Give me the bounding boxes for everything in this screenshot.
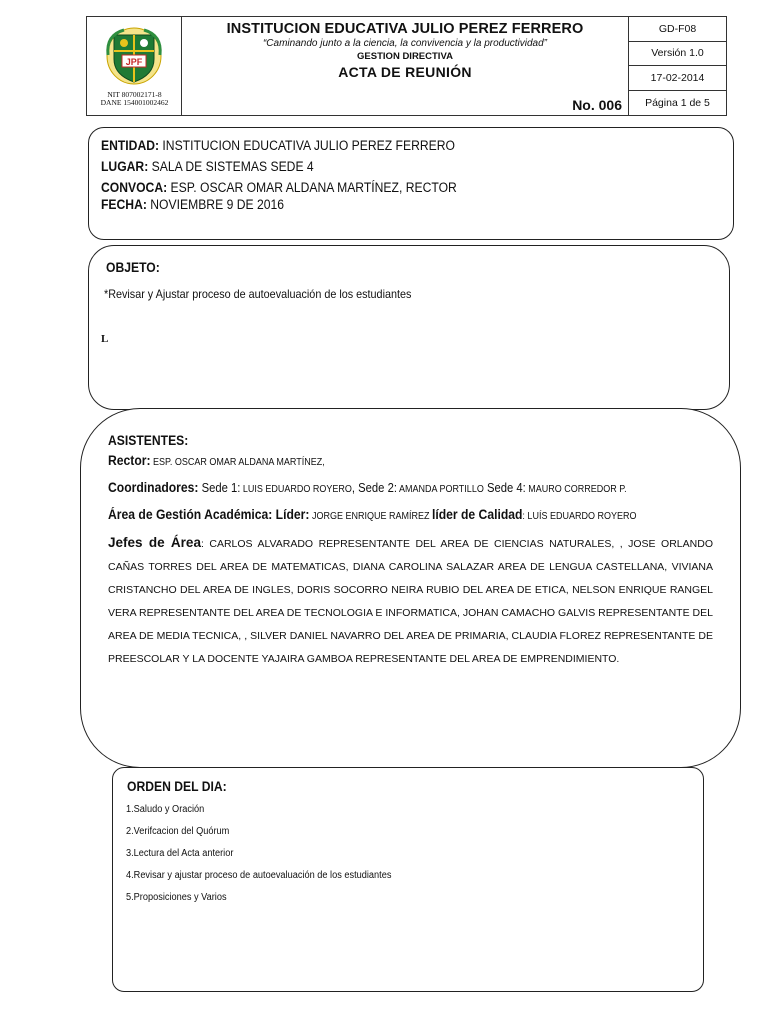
orden-title: ORDEN DEL DIA: xyxy=(127,779,227,794)
sede2-value: AMANDA PORTILLO xyxy=(396,484,484,495)
convoca-value: ESP. OSCAR OMAR ALDANA MARTÍNEZ, RECTOR xyxy=(167,180,457,195)
gestion-label: GESTION DIRECTIVA xyxy=(357,51,453,62)
rector-label: Rector: xyxy=(108,453,151,468)
list-item: 2.Verifcacion del Quórum xyxy=(126,826,230,837)
area-line xyxy=(108,506,636,524)
jefes-value: : CARLOS ALVARADO REPRESENTANTE DEL AREA DE CIENCIAS NATURALES, , JOSE ORLANDO CAÑAS TORRES DEL AREA DE MATEMATICAS, DIANA CAROLINA SALAZAR AREA DE LENGUA CASTELLANA, VIVIANA CRISTANCHO DEL AREA DE INGLES, DORIS SOCORRO NEIRA RUBIO DEL AREA DE ETICA, NELSON ENRIQUE RANGEL VERA REPRESENTANTE DEL AREA DE TECNOLOGIA E INFORMATICA, JOHAN CAMACHO GALVIS REPRESENTANTE DEL AREA DE MEDIA TECNICA, , SILVER DANIEL NAVARRO DEL AREA DE PRIMARIA, CLAUDIA FLOREZ REPRESENTANTE DE PREESCOLAR Y LA DOCENTE YAJAIRA GAMBOA REPRESENTANTE DEL AREA DE EMPRENDIMIENTO. xyxy=(108,538,713,665)
sede1-label: Sede 1: xyxy=(198,481,241,495)
document-title: ACTA DE REUNIÓN xyxy=(338,64,472,80)
lugar-line xyxy=(101,159,314,175)
entidad-value: INSTITUCION EDUCATIVA JULIO PEREZ FERRERO xyxy=(159,138,455,153)
asistentes-title: ASISTENTES: xyxy=(108,433,189,448)
objeto-text: *Revisar y Ajustar proceso de autoevaluación de los estudiantes xyxy=(104,287,412,301)
svg-text:JPF: JPF xyxy=(125,57,143,67)
objeto-title: OBJETO: xyxy=(106,260,160,275)
document-header xyxy=(86,16,727,116)
coordinadores-label: Coordinadores: xyxy=(108,480,199,495)
list-item: 4.Revisar y ajustar proceso de autoevaluación de los estudiantes xyxy=(126,870,392,881)
dane-text: DANE 154001002462 xyxy=(100,98,169,107)
document-date: 17-02-2014 xyxy=(629,66,726,91)
entidad-box xyxy=(88,127,734,240)
convoca-line xyxy=(101,180,457,196)
document-code: GD-F08 xyxy=(629,17,726,42)
page-number: Página 1 de 5 xyxy=(645,96,710,109)
jefes-label: Jefes de Área xyxy=(108,535,201,550)
lugar-value: SALA DE SISTEMAS SEDE 4 xyxy=(148,159,314,174)
calidad-label: líder de Calidad xyxy=(431,507,523,522)
list-item: 5.Proposiciones y Varios xyxy=(126,892,227,903)
school-crest-icon xyxy=(104,25,164,87)
nit-text: NIT 807002171-8 xyxy=(107,90,162,99)
fecha-line xyxy=(101,197,284,213)
sede4-label: Sede 4: xyxy=(483,481,526,495)
stray-letter: L xyxy=(101,333,109,345)
area-label: Área de Gestión Académica: Líder: xyxy=(108,507,310,522)
document-number: No. 006 xyxy=(572,97,622,113)
sede2-label: , Sede 2: xyxy=(351,481,397,495)
rector-line xyxy=(108,452,325,470)
institution-name: INSTITUCION EDUCATIVA JULIO PEREZ FERRERO xyxy=(226,21,584,37)
entidad-line xyxy=(101,138,455,154)
header-title-cell xyxy=(182,17,629,115)
objeto-box xyxy=(88,245,730,410)
area-value: JORGE ENRIQUE RAMÍREZ xyxy=(309,511,432,522)
logo-cell xyxy=(87,17,182,115)
calidad-value: : LUÍS EDUARDO ROYERO xyxy=(522,511,637,522)
jefes-paragraph xyxy=(108,531,713,671)
fecha-value: NOVIEMBRE 9 DE 2016 xyxy=(146,197,284,212)
sede1-value: LUIS EDUARDO ROYERO xyxy=(240,484,352,495)
rector-value: ESP. OSCAR OMAR ALDANA MARTÍNEZ, xyxy=(150,457,325,468)
coordinadores-line xyxy=(108,479,627,497)
entidad-label: ENTIDAD: xyxy=(101,138,160,153)
motto: “Caminando junto a la ciencia, la convivencia y la productividad” xyxy=(262,38,548,49)
document-version: Versión 1.0 xyxy=(629,42,726,67)
lugar-label: LUGAR: xyxy=(101,159,149,174)
list-item: 3.Lectura del Acta anterior xyxy=(126,848,234,859)
header-meta-cell xyxy=(629,17,726,115)
fecha-label: FECHA: xyxy=(101,197,147,212)
list-item: 1.Saludo y Oración xyxy=(126,804,205,815)
sede4-value: MAURO CORREDOR P. xyxy=(525,484,627,495)
convoca-label: CONVOCA: xyxy=(101,180,168,195)
